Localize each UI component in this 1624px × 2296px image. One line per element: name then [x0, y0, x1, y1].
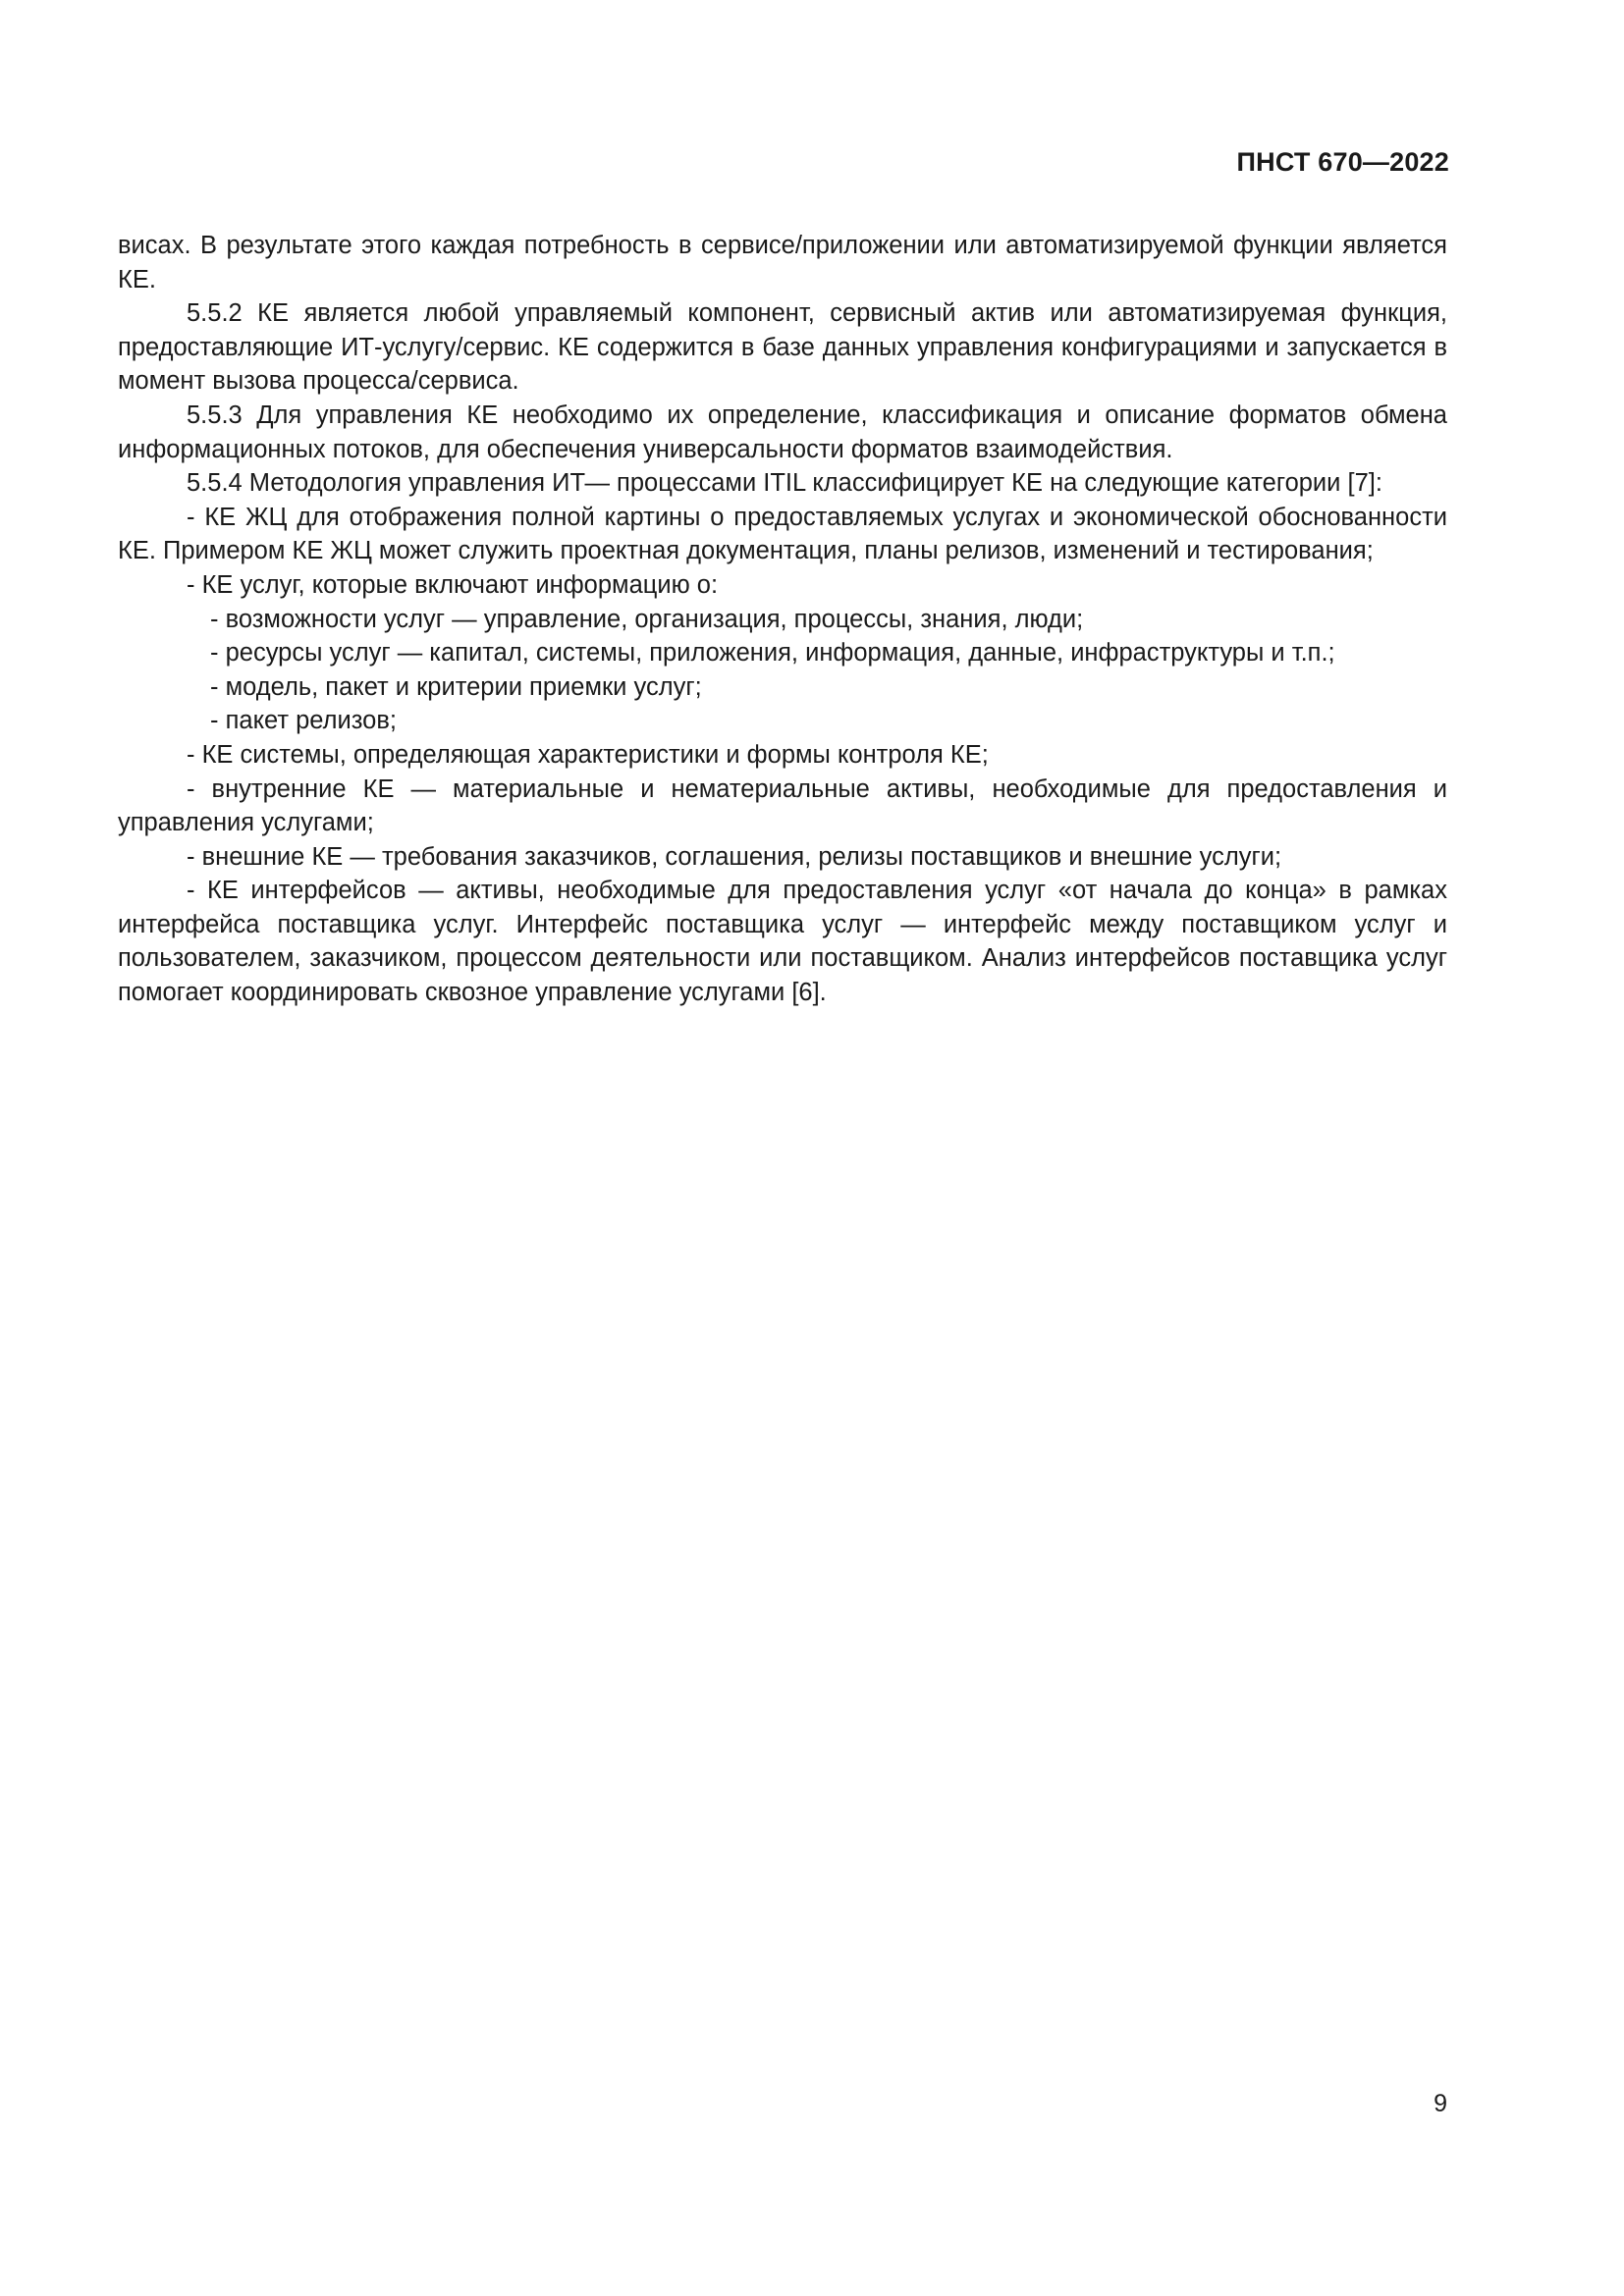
body-text: [118, 229, 1447, 1010]
sub-list-item: - ресурсы услуг — капитал, системы, приложения, информация, данные, инфраструктуры и т.п.;: [210, 639, 1335, 667]
list-item: - КЕ ЖЦ для отображения полной картины о предоставляемых услугах и экономической обоснованности КЕ. Примером КЕ ЖЦ может служить проектная документация, планы релизов, изменений и тестирования;: [118, 503, 1447, 565]
list-item: - внешние КЕ — требования заказчиков, соглашения, релизы поставщиков и внешние услуги;: [187, 842, 1282, 871]
sub-list-item: - возможности услуг — управление, организация, процессы, знания, люди;: [210, 605, 1084, 633]
paragraph: висах. В результате этого каждая потребность в сервисе/приложении или автоматизируемой функции является КЕ.: [118, 232, 1447, 294]
list-item: - КЕ интерфейсов — активы, необходимые для предоставления услуг «от начала до конца» в рамках интерфейса поставщика услуг. Интерфейс поставщика услуг — интерфейс между поставщиком услуг и пользователем, заказчиком, процессом деятельности или поставщиком. Анализ интерфейсов поставщика услуг помогает координировать сквозное управление услугами [6].: [118, 877, 1447, 1007]
list-item: - КЕ системы, определяющая характеристики и формы контроля КЕ;: [187, 740, 989, 769]
list-item: - КЕ услуг, которые включают информацию о:: [187, 570, 719, 599]
paragraph: 5.5.4 Методология управления ИТ— процессами ITIL классифицирует КЕ на следующие категории [7]:: [187, 469, 1382, 498]
paragraph: 5.5.2 КЕ является любой управляемый компонент, сервисный актив или автоматизируемая функция, предоставляющие ИТ-услугу/сервис. КЕ содержится в базе данных управления конфигурациями и запускается в момент вызова процесса/сервиса.: [118, 299, 1447, 396]
sub-list-item: - модель, пакет и критерии приемки услуг;: [210, 672, 702, 701]
document-code: ПНСТ 670—2022: [1236, 147, 1449, 177]
paragraph: 5.5.3 Для управления КЕ необходимо их определение, классификация и описание форматов обмена информационных потоков, для обеспечения универсальности форматов взаимодействия.: [118, 400, 1447, 463]
list-item: - внутренние КЕ — материальные и нематериальные активы, необходимые для предоставления и управления услугами;: [118, 774, 1447, 837]
page-number: 9: [1434, 2090, 1447, 2117]
sub-list-item: - пакет релизов;: [210, 707, 397, 735]
